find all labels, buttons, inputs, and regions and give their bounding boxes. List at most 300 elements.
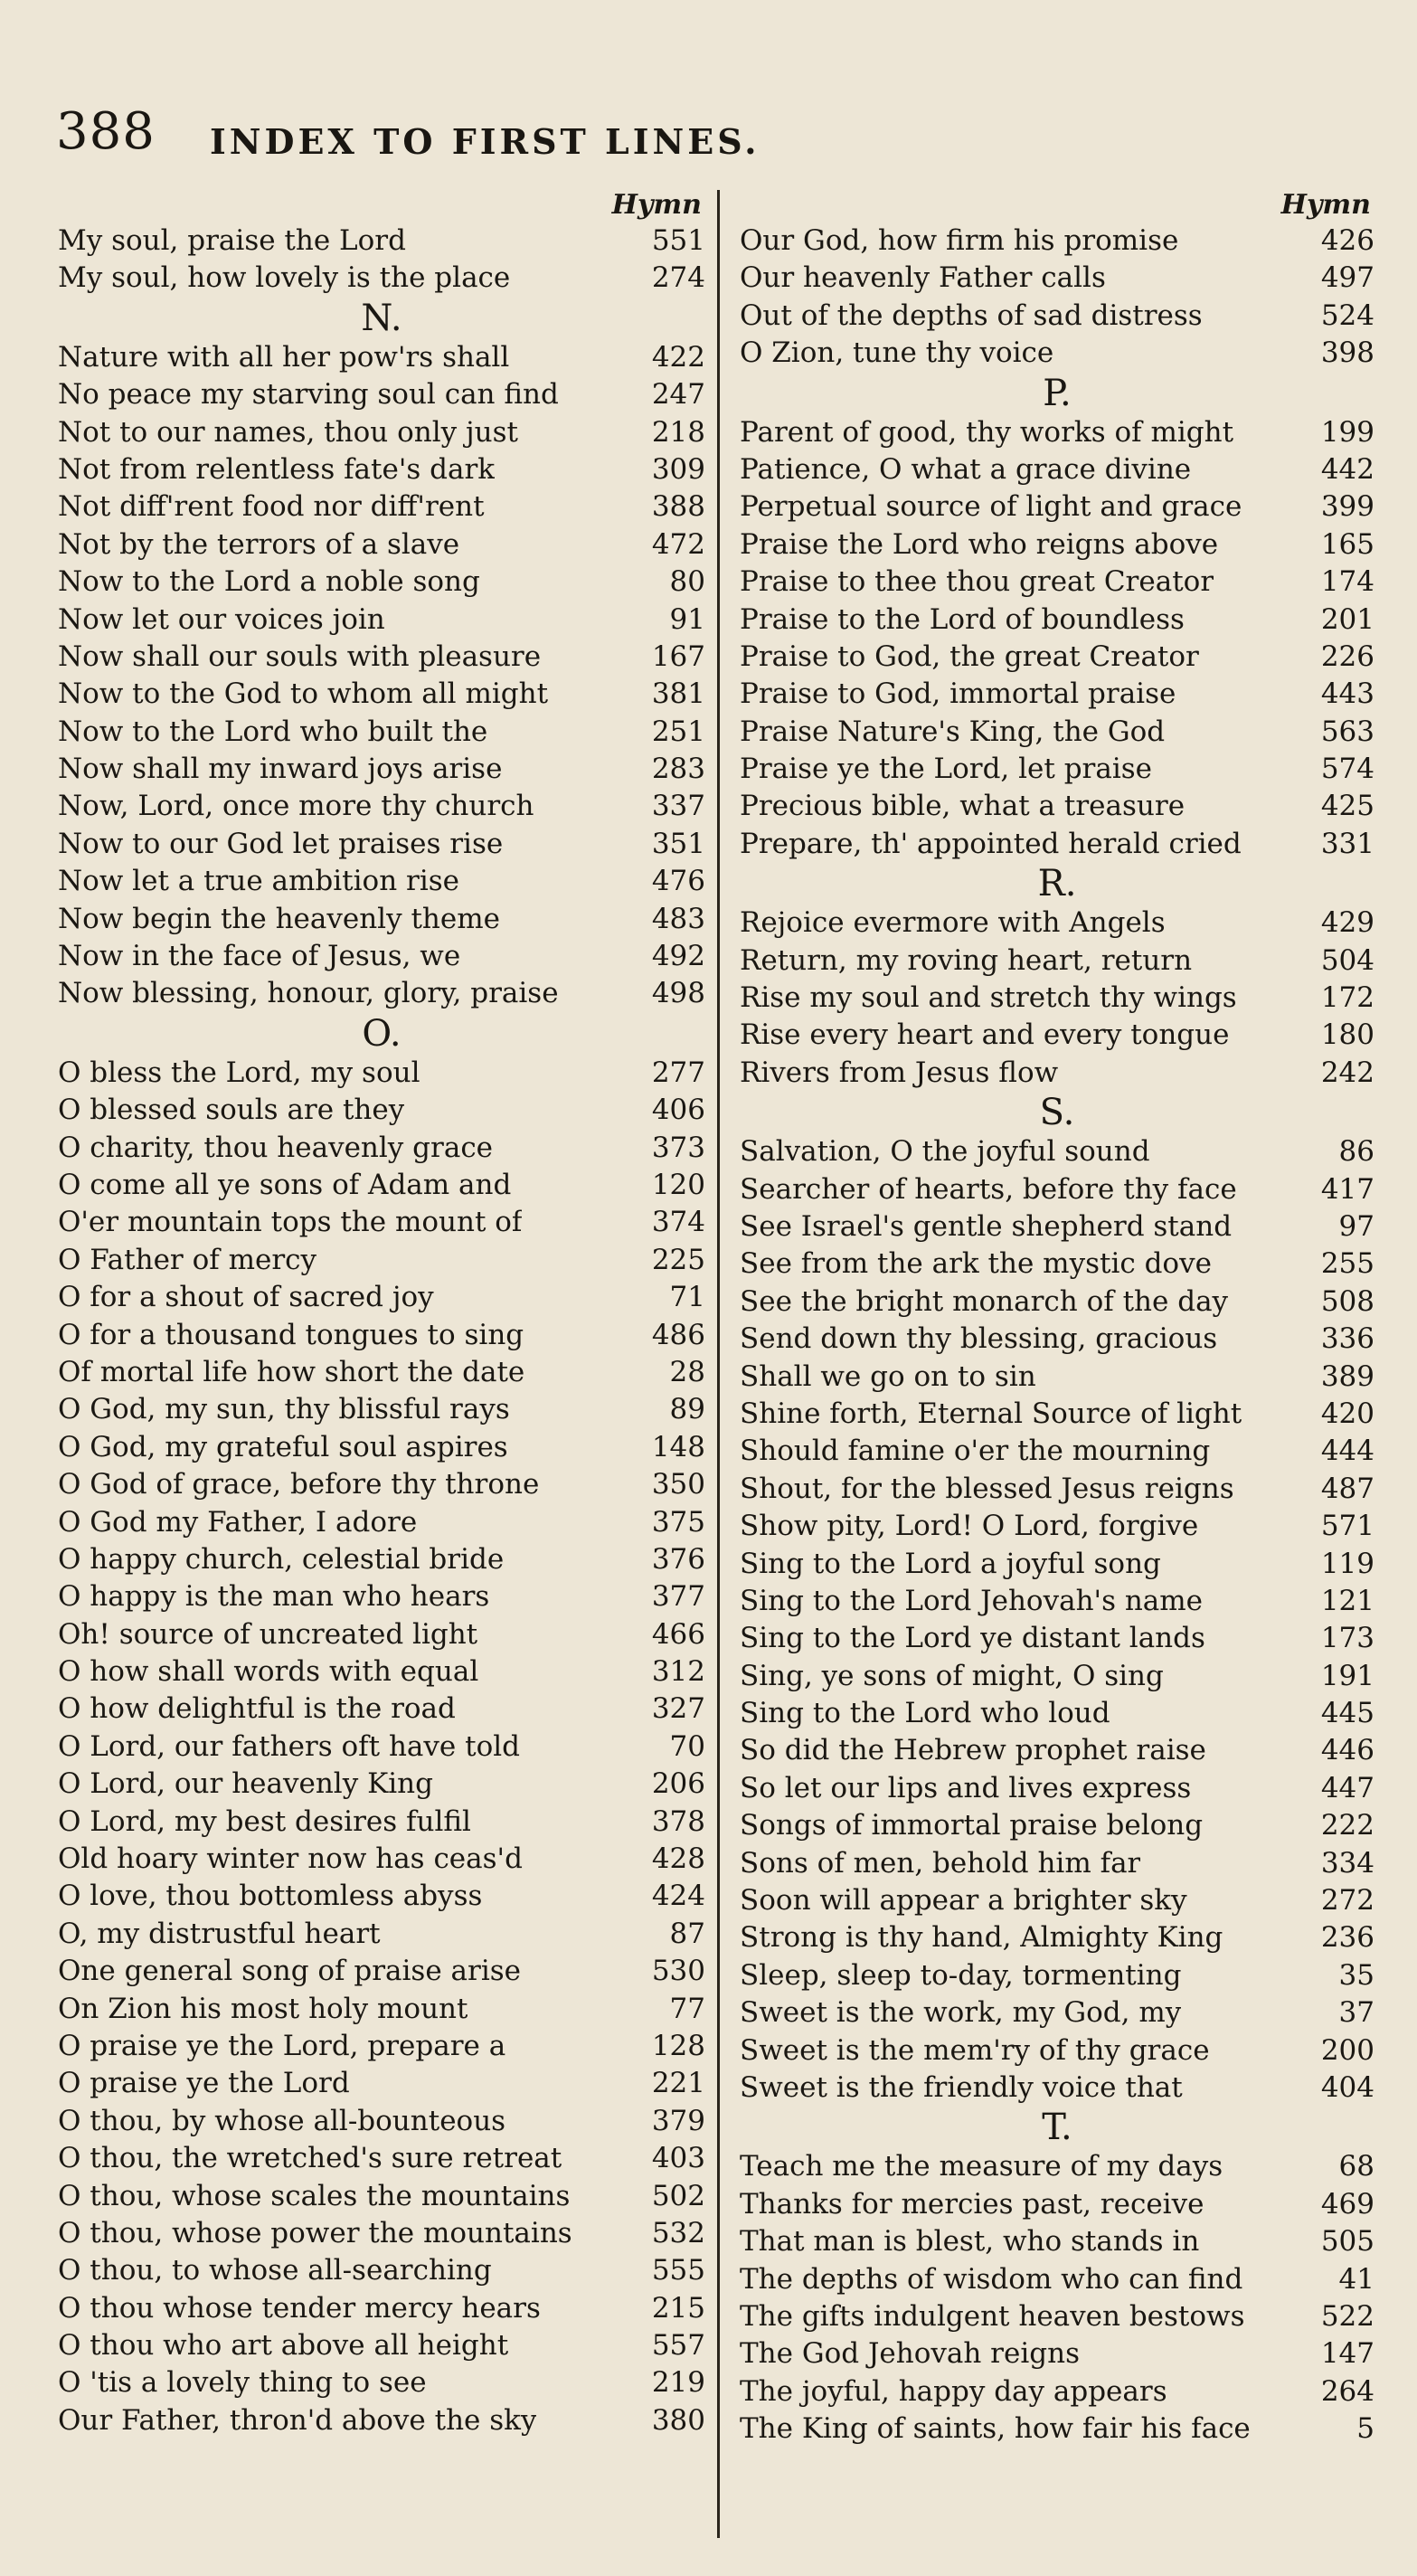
index-entry (58, 2327, 705, 2364)
index-entry (58, 2140, 705, 2177)
index-entry (58, 260, 705, 297)
index-entry (58, 1766, 705, 1803)
first-line: Shout, for the blessed Jesus reigns (740, 1472, 1234, 1505)
first-line: O charity, thou heavenly grace (58, 1131, 494, 1164)
index-entry (58, 451, 705, 488)
index-entry (740, 1620, 1374, 1657)
index-entry (740, 2373, 1374, 2410)
first-line: Now begin the heavenly theme (58, 902, 500, 935)
first-line: Sing to the Lord Jehovah's name (740, 1584, 1204, 1617)
index-entry (740, 1055, 1374, 1092)
index-entry (58, 1429, 705, 1466)
right-column (740, 188, 1374, 2448)
hymn-number: 272 (1320, 1884, 1374, 1918)
hymn-number: 483 (651, 902, 705, 935)
hymn-number: 215 (651, 2291, 705, 2325)
first-line: O Lord, my best desires fulfil (58, 1804, 471, 1838)
index-entry (58, 1804, 705, 1841)
first-line: Now let our voices join (58, 602, 385, 636)
index-entry (740, 526, 1374, 564)
index-entry (740, 904, 1374, 942)
hymn-number: 119 (1320, 1547, 1374, 1580)
index-entry (740, 564, 1374, 601)
first-line: Now, Lord, once more thy church (58, 790, 534, 823)
index-entry (740, 980, 1374, 1017)
first-line: O Lord, our heavenly King (58, 1767, 433, 1801)
hymn-number: 91 (669, 602, 705, 636)
hymn-number: 442 (1320, 452, 1374, 486)
hymn-number: 406 (651, 1094, 705, 1127)
section-letter: N. (361, 297, 402, 339)
first-line: Our God, how firm his promise (740, 224, 1179, 257)
first-line: O blessed souls are they (58, 1094, 405, 1127)
first-line: Of mortal life how short the date (58, 1355, 525, 1388)
hymn-number: 87 (669, 1917, 705, 1950)
hymn-number: 351 (651, 827, 705, 860)
index-entry (58, 826, 705, 863)
index-entry (740, 1321, 1374, 1358)
hymn-number: 312 (651, 1655, 705, 1689)
first-line: Oh! source of uncreated light (58, 1617, 478, 1651)
hymn-number: 28 (669, 1355, 705, 1388)
index-entry (740, 1133, 1374, 1170)
hymn-number: 422 (651, 340, 705, 374)
index-entry (740, 2223, 1374, 2260)
hymn-number: 173 (1320, 1622, 1374, 1655)
index-entry (58, 676, 705, 713)
first-line: See the bright monarch of the day (740, 1284, 1229, 1318)
hymn-number: 148 (651, 1430, 705, 1463)
index-entry (58, 2178, 705, 2215)
entry-list (58, 223, 705, 2439)
first-line: O how delightful is the road (58, 1692, 456, 1726)
hymn-number: 201 (1320, 602, 1374, 636)
index-entry (58, 414, 705, 451)
index-entry (740, 1471, 1374, 1508)
first-line: Praise to thee thou great Creator (740, 565, 1214, 599)
hymn-number: 497 (1320, 261, 1374, 295)
hymn-number: 200 (1320, 2033, 1374, 2067)
first-line: My soul, praise the Lord (58, 224, 406, 257)
index-entry (58, 639, 705, 676)
index-entry (740, 826, 1374, 863)
first-line: My soul, how lovely is the place (58, 261, 511, 295)
index-entry (58, 564, 705, 601)
first-line: Now in the face of Jesus, we (58, 940, 461, 973)
first-line: Sweet is the work, my God, my (740, 1996, 1182, 2030)
hymn-number: 429 (1320, 906, 1374, 940)
first-line: Soon will appear a brighter sky (740, 1884, 1187, 1918)
index-entry (58, 1878, 705, 1915)
first-line: O 'tis a lovely thing to see (58, 2366, 427, 2400)
first-line: O thou, to whose all-searching (58, 2254, 492, 2287)
hymn-number: 571 (1320, 1510, 1374, 1543)
first-line: O praise ye the Lord (58, 2067, 350, 2100)
hymn-number: 380 (651, 2403, 705, 2437)
first-line: No peace my starving soul can find (58, 378, 559, 412)
first-line: Show pity, Lord! O Lord, forgive (740, 1510, 1199, 1543)
hymn-number: 206 (651, 1767, 705, 1801)
hymn-number: 41 (1338, 2262, 1374, 2296)
index-entry (58, 601, 705, 639)
hymn-number: 502 (651, 2179, 705, 2212)
first-line: Praise to the Lord of boundless (740, 602, 1185, 636)
hymn-number: 191 (1320, 1659, 1374, 1692)
hymn-number: 508 (1320, 1284, 1374, 1318)
first-line: O God my Father, I adore (58, 1505, 418, 1539)
index-entry (58, 1279, 705, 1316)
hymn-number: 403 (651, 2142, 705, 2175)
index-entry (740, 1695, 1374, 1732)
hymn-number: 555 (651, 2254, 705, 2287)
first-line: O thou who art above all height (58, 2329, 509, 2363)
first-line: Praise to God, immortal praise (740, 677, 1176, 711)
index-entry (740, 1919, 1374, 1956)
hymn-number: 498 (651, 977, 705, 1010)
index-entry (58, 1466, 705, 1503)
index-entry (58, 1541, 705, 1578)
first-line: Thanks for mercies past, receive (740, 2187, 1204, 2221)
hymn-number: 574 (1320, 753, 1374, 786)
first-line: Rise every heart and every tongue (740, 1018, 1230, 1052)
first-line: Teach me the measure of my days (740, 2150, 1223, 2183)
hymn-number: 35 (1338, 1958, 1374, 1992)
index-entry (58, 1916, 705, 1953)
first-line: Rejoice evermore with Angels (740, 906, 1166, 940)
hymn-number: 373 (651, 1131, 705, 1164)
index-entry (58, 1991, 705, 2028)
hymn-number: 426 (1320, 224, 1374, 257)
hymn-number: 77 (669, 1992, 705, 2025)
index-entry (740, 1583, 1374, 1620)
first-line: Should famine o'er the mourning (740, 1435, 1211, 1468)
hymn-number: 389 (1320, 1359, 1374, 1393)
first-line: O thou, whose scales the mountains (58, 2179, 571, 2212)
hymn-number: 309 (651, 452, 705, 486)
column-divider (717, 190, 720, 2538)
hymn-number: 524 (1320, 298, 1374, 332)
hymn-number: 492 (651, 940, 705, 973)
index-entry (58, 1204, 705, 1241)
hymn-number: 226 (1320, 639, 1374, 673)
first-line: Sing to the Lord a joyful song (740, 1547, 1161, 1580)
hymn-number: 472 (651, 527, 705, 561)
hymn-number: 530 (651, 1955, 705, 1988)
first-line: Out of the depths of sad distress (740, 298, 1203, 332)
hymn-number: 505 (1320, 2225, 1374, 2259)
index-entry (58, 1317, 705, 1354)
index-entry (58, 2215, 705, 2252)
hymn-number: 274 (651, 261, 705, 295)
first-line: Shall we go on to sin (740, 1359, 1036, 1393)
first-line: O for a thousand tongues to sing (58, 1318, 524, 1351)
hymn-number: 277 (651, 1056, 705, 1089)
first-line: O thou, the wretched's sure retreat (58, 2142, 562, 2175)
index-entry (58, 488, 705, 526)
first-line: Searcher of hearts, before thy face (740, 1172, 1237, 1206)
first-line: O praise ye the Lord, prepare a (58, 2029, 506, 2062)
first-line: See from the ark the mystic dove (740, 1247, 1212, 1281)
first-line: Now shall my inward joys arise (58, 753, 503, 786)
index-entry (58, 975, 705, 1012)
first-line: Not by the terrors of a slave (58, 527, 460, 561)
index-entry (58, 1167, 705, 1204)
first-line: Our heavenly Father calls (740, 261, 1106, 295)
index-entry (740, 2410, 1374, 2448)
first-line: Now to our God let praises rise (58, 827, 504, 860)
first-line: Salvation, O the joyful sound (740, 1135, 1150, 1169)
first-line: Parent of good, thy works of might (740, 415, 1234, 449)
hymn-number: 251 (651, 715, 705, 748)
hymn-number: 70 (669, 1729, 705, 1763)
hymn-number: 336 (1320, 1322, 1374, 1356)
hymn-number: 376 (651, 1542, 705, 1576)
index-entry (740, 942, 1374, 980)
first-line: Patience, O what a grace divine (740, 452, 1192, 486)
first-line: The God Jehovah reigns (740, 2337, 1080, 2371)
first-line: Praise to God, the great Creator (740, 639, 1199, 673)
index-entry (58, 788, 705, 825)
hymn-number: 199 (1320, 415, 1374, 449)
index-entry (58, 1653, 705, 1690)
index-entry (740, 1732, 1374, 1769)
hymn-number: 428 (651, 1842, 705, 1876)
section-letter: R. (1037, 863, 1077, 905)
first-line: Now to the Lord who built the (58, 715, 488, 748)
first-line: Nature with all her pow'rs shall (58, 340, 510, 374)
index-entry (740, 1283, 1374, 1321)
first-line: Shine forth, Eternal Source of light (740, 1397, 1242, 1430)
hymn-number: 446 (1320, 1734, 1374, 1767)
index-entry (740, 1359, 1374, 1396)
hymn-number: 97 (1338, 1209, 1374, 1243)
hymn-number: 444 (1320, 1435, 1374, 1468)
hymn-number: 469 (1320, 2187, 1374, 2221)
index-entry (740, 1171, 1374, 1208)
index-entry (740, 488, 1374, 526)
first-line: Praise ye the Lord, let praise (740, 753, 1153, 786)
index-entry (58, 2290, 705, 2327)
hymn-number: 225 (651, 1243, 705, 1276)
hymn-number: 165 (1320, 527, 1374, 561)
hymn-number: 247 (651, 378, 705, 412)
index-entry (740, 1508, 1374, 1545)
hymn-number: 504 (1320, 943, 1374, 977)
first-line: Rivers from Jesus flow (740, 1056, 1059, 1089)
index-entry (740, 2335, 1374, 2372)
hymn-number: 172 (1320, 981, 1374, 1015)
index-entry (58, 938, 705, 975)
first-line: Strong is thy hand, Almighty King (740, 1921, 1223, 1955)
hymn-number: 379 (651, 2104, 705, 2137)
hymn-number: 5 (1356, 2412, 1374, 2446)
index-entry (740, 414, 1374, 451)
first-line: O thou whose tender mercy hears (58, 2291, 541, 2325)
index-entry (740, 639, 1374, 676)
first-line: On Zion his most holy mount (58, 1992, 468, 2025)
first-line: Prepare, th' appointed herald cried (740, 827, 1242, 860)
first-line: Return, my roving heart, return (740, 943, 1193, 977)
first-line: Our Father, thron'd above the sky (58, 2403, 537, 2437)
index-entry (740, 1433, 1374, 1470)
index-entry (58, 1504, 705, 1541)
index-entry (58, 2028, 705, 2065)
first-line: O Father of mercy (58, 1243, 317, 1276)
first-line: Send down thy blessing, gracious (740, 1322, 1218, 1356)
first-line: Praise the Lord who reigns above (740, 527, 1219, 561)
index-entry (740, 2032, 1374, 2069)
hymn-number: 264 (1320, 2374, 1374, 2408)
hymn-number: 331 (1320, 827, 1374, 860)
first-line: O God, my grateful soul aspires (58, 1430, 508, 1463)
first-line: Not diff'rent food nor diff'rent (58, 490, 485, 524)
index-entry (740, 223, 1374, 260)
hymn-number: 218 (651, 415, 705, 449)
hymn-number: 147 (1320, 2337, 1374, 2371)
first-line: O bless the Lord, my soul (58, 1056, 420, 1089)
first-line: O thou, by whose all-bounteous (58, 2104, 506, 2137)
first-line: Now to the Lord a noble song (58, 565, 480, 599)
hymn-number: 68 (1338, 2150, 1374, 2183)
index-entry (58, 751, 705, 788)
first-line: O God of grace, before thy throne (58, 1468, 540, 1501)
hymn-number: 398 (1320, 336, 1374, 370)
first-line: O, my distrustful heart (58, 1917, 381, 1950)
first-line: See Israel's gentle shepherd stand (740, 1209, 1233, 1243)
index-entry (740, 2298, 1374, 2335)
first-line: Sons of men, behold him far (740, 1846, 1141, 1880)
first-line: O how shall words with equal (58, 1655, 479, 1689)
hymn-number: 563 (1320, 715, 1374, 748)
first-line: Sweet is the friendly voice that (740, 2070, 1183, 2104)
hymn-number: 404 (1320, 2070, 1374, 2104)
index-entry (740, 1957, 1374, 1994)
index-entry (58, 1242, 705, 1279)
hymn-number: 399 (1320, 490, 1374, 524)
index-entry (740, 1770, 1374, 1807)
hymn-number: 532 (651, 2216, 705, 2249)
index-entry (58, 2252, 705, 2289)
hymn-number: 486 (651, 1318, 705, 1351)
index-entry (58, 714, 705, 751)
index-entry (740, 1017, 1374, 1054)
hymn-number: 236 (1320, 1921, 1374, 1955)
first-line: The gifts indulgent heaven bestows (740, 2299, 1245, 2333)
index-entry (740, 2069, 1374, 2107)
hymn-number: 377 (651, 1580, 705, 1614)
first-line: Now let a true ambition rise (58, 865, 460, 898)
section-letter: T. (1042, 2107, 1072, 2149)
index-entry (58, 1616, 705, 1653)
hymn-number: 167 (651, 639, 705, 673)
hymn-number: 417 (1320, 1172, 1374, 1206)
first-line: Now blessing, honour, glory, praise (58, 977, 559, 1010)
first-line: Perpetual source of light and grace (740, 490, 1242, 524)
index-entry (740, 1845, 1374, 1882)
first-line: O thou, whose power the mountains (58, 2216, 572, 2249)
index-entry (58, 1055, 705, 1092)
index-entry (58, 863, 705, 900)
first-line: O for a shout of sacred joy (58, 1281, 434, 1314)
index-entry (58, 1354, 705, 1391)
index-entry (740, 601, 1374, 639)
first-line: So let our lips and lives express (740, 1771, 1192, 1804)
hymn-number: 374 (651, 1206, 705, 1239)
first-line: O love, thou bottomless abyss (58, 1880, 483, 1913)
hymn-number: 443 (1320, 677, 1374, 711)
first-line: The depths of wisdom who can find (740, 2262, 1243, 2296)
index-entry (58, 2065, 705, 2102)
hymn-column-label: Hymn (1280, 189, 1371, 221)
hymn-number: 174 (1320, 565, 1374, 599)
index-entry (58, 526, 705, 564)
hymn-number: 242 (1320, 1056, 1374, 1089)
first-line: Old hoary winter now has ceas'd (58, 1842, 523, 1876)
index-entry (740, 1994, 1374, 2031)
hymn-number: 420 (1320, 1397, 1374, 1430)
index-entry (740, 788, 1374, 825)
first-line: O God, my sun, thy blissful rays (58, 1393, 510, 1426)
index-entry (740, 1396, 1374, 1433)
hymn-number: 180 (1320, 1018, 1374, 1052)
index-entry (58, 1953, 705, 1990)
index-entry (740, 451, 1374, 488)
hymn-number: 121 (1320, 1584, 1374, 1617)
hymn-number: 476 (651, 865, 705, 898)
hymn-number: 283 (651, 753, 705, 786)
hymn-number: 327 (651, 1692, 705, 1726)
hymn-number: 425 (1320, 790, 1374, 823)
hymn-column-label: Hymn (611, 189, 702, 221)
hymn-number: 375 (651, 1505, 705, 1539)
hymn-number: 445 (1320, 1697, 1374, 1730)
first-line: Sing to the Lord ye distant lands (740, 1622, 1205, 1655)
hymn-number: 221 (651, 2067, 705, 2100)
index-entry (58, 1578, 705, 1615)
index-entry (58, 376, 705, 413)
first-line: Rise my soul and stretch thy wings (740, 981, 1237, 1015)
section-letter: P. (1043, 372, 1072, 414)
section-letter: O. (362, 1012, 401, 1055)
first-line: The joyful, happy day appears (740, 2374, 1167, 2408)
hymn-number: 424 (651, 1880, 705, 1913)
index-entry (740, 260, 1374, 297)
index-entry (740, 1546, 1374, 1583)
index-entry (58, 1728, 705, 1766)
first-line: Not from relentless fate's dark (58, 452, 496, 486)
first-line: Sleep, sleep to-day, tormenting (740, 1958, 1182, 1992)
first-line: Not to our names, thou only just (58, 415, 518, 449)
index-entry (58, 339, 705, 376)
index-entry (740, 2261, 1374, 2298)
hymn-number: 378 (651, 1804, 705, 1838)
first-line: Songs of immortal praise belong (740, 1809, 1204, 1842)
first-line: Sing, ye sons of might, O sing (740, 1659, 1164, 1692)
index-entry (58, 2364, 705, 2401)
hymn-number: 37 (1338, 1996, 1374, 2030)
hymn-number: 86 (1338, 1135, 1374, 1169)
hymn-number: 128 (651, 2029, 705, 2062)
index-entry (58, 1690, 705, 1728)
index-entry (740, 2186, 1374, 2223)
hymn-number: 71 (669, 1281, 705, 1314)
hymn-number: 80 (669, 565, 705, 599)
index-entry (740, 2148, 1374, 2185)
index-entry (740, 1245, 1374, 1283)
page-number: 388 (56, 102, 156, 161)
hymn-number: 381 (651, 677, 705, 711)
index-entry (740, 1658, 1374, 1695)
